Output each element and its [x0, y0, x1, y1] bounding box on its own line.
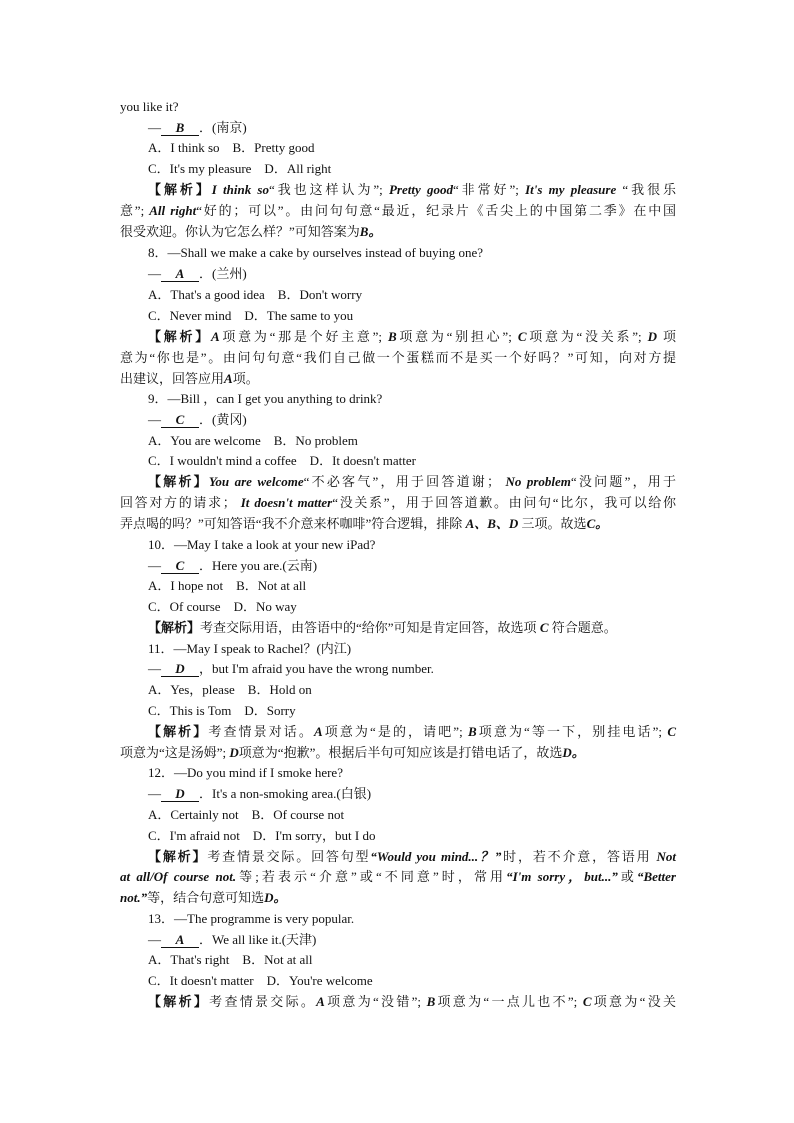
q11-options-ab	[148, 680, 676, 700]
q12-explanation-1	[148, 847, 676, 867]
text: ，but I'm afraid you have the wrong number.	[199, 661, 434, 676]
text: “没关系”，用于回答道歉。由问句“比尔，我可以给你	[332, 495, 676, 510]
term: You are welcome	[208, 474, 304, 489]
q13-options-cd	[148, 971, 676, 991]
options: A．I think so B．Pretty good	[148, 140, 315, 155]
text: 意为“你也是”。由问句句意“我们自己做一个蛋糕而不是买一个好吗？”可知，向对方提	[120, 350, 676, 365]
option-ref: A	[316, 994, 325, 1009]
q8-explanation-2	[120, 348, 676, 368]
q8-explanation-3	[120, 369, 676, 389]
q8-answer-line	[148, 264, 676, 284]
text: 很受欢迎。你认为它怎么样？”可知答案为	[120, 224, 360, 239]
q8-explanation-1	[148, 327, 676, 347]
analysis-tag: 【解析】	[148, 329, 211, 344]
q11-explanation-1	[148, 722, 676, 742]
q11-stem	[148, 639, 676, 659]
option-ref: A	[313, 724, 323, 739]
term: It's my pleasure	[525, 182, 617, 197]
q12-stem	[148, 763, 676, 783]
options: C．It's my pleasure D．All right	[148, 161, 332, 176]
option-ref: B	[468, 724, 477, 739]
text: 11．—May I speak to Rachel？(内江)	[148, 641, 352, 656]
dash: —	[148, 266, 161, 281]
analysis-tag: 【解析】	[148, 724, 209, 739]
options: C．I'm afraid not D．I'm sorry，but I do	[148, 828, 376, 843]
answer-blank: A	[161, 266, 199, 282]
answer-blank: D	[161, 786, 199, 802]
text: 等，结合句意可知选	[147, 890, 265, 905]
text: 时，若不介意，答语用	[501, 849, 652, 864]
answer-blank: A	[161, 932, 199, 948]
option-ref: D	[647, 329, 657, 344]
text: ．It's a non-smoking area.(白银)	[199, 786, 372, 801]
text: 10．—May I take a look at your new iPad?	[148, 537, 376, 552]
options: C．This is Tom D．Sorry	[148, 703, 296, 718]
options: C．Of course D．No way	[148, 599, 297, 614]
text: 三项。故选	[521, 516, 587, 531]
option-ref: A、B、D	[465, 516, 519, 531]
text: 项意为“等一下，别挂电话”;	[476, 724, 662, 739]
text: “没问题”，用于	[570, 474, 677, 489]
dash: —	[148, 412, 161, 427]
q10-options-cd	[148, 597, 676, 617]
q7-answer-line	[148, 118, 676, 138]
term: No problem	[505, 474, 571, 489]
term: “I'm sorry，but...”	[506, 869, 618, 884]
q9-stem	[148, 389, 676, 409]
text: ．We all like it.(天津)	[199, 932, 317, 947]
q10-explanation-1	[148, 618, 676, 638]
text: 出建议，回答应用	[120, 371, 225, 386]
q11-explanation-2	[120, 743, 676, 763]
option-ref: A	[224, 371, 233, 386]
q9-answer-line	[148, 410, 676, 430]
q7-explanation-2	[120, 201, 676, 221]
dash: —	[148, 786, 161, 801]
option-ref: C	[582, 994, 592, 1009]
q12-options-ab	[148, 805, 676, 825]
text: “我很乐	[622, 182, 677, 197]
text: 项意为“没关系”;	[526, 329, 642, 344]
q13-answer-line	[148, 930, 676, 950]
answer-blank: D	[161, 661, 199, 677]
analysis-tag: 【解析】	[148, 620, 201, 635]
option-ref: C	[539, 620, 549, 635]
answer-blank: C	[161, 412, 199, 428]
q12-options-cd	[148, 826, 676, 846]
text: 项意为“是的，请吧”;	[322, 724, 463, 739]
options: C．It doesn't matter D．You're welcome	[148, 973, 373, 988]
source: ．(兰州)	[199, 266, 247, 281]
q7-explanation-1	[148, 180, 676, 200]
answer: C。	[586, 516, 609, 531]
options: A．Yes，please B．Hold on	[148, 682, 312, 697]
text: 等;若表示“介意”或“不同意”时，常用	[236, 869, 507, 884]
text: 8．—Shall we make a cake by ourselves instead of buying one?	[148, 245, 484, 260]
text: 9．—Bill ，can I get you anything to drink?	[148, 391, 383, 406]
q8-stem	[148, 243, 676, 263]
term: Not	[656, 849, 676, 864]
analysis-tag: 【解析】	[148, 849, 208, 864]
dash: —	[148, 932, 161, 947]
text: 考查情景对话。	[208, 724, 314, 739]
text: 回答对方的请求；	[120, 495, 236, 510]
text: 项意为“没错”;	[324, 994, 422, 1009]
text: 弄点喝的吗？”可知答语“我不介意来杯咖啡”符合逻辑，排除	[120, 516, 463, 531]
term: I think so	[211, 182, 269, 197]
dash: —	[148, 120, 161, 135]
text: “好的；可以”。由问句句意“最近，纪录片《舌尖上的中国第二季》在中国	[196, 203, 676, 218]
text: 考查交际用语，由答语中的“给你”可知是肯定回答，故选项	[200, 620, 537, 635]
source: ．(南京)	[199, 120, 247, 135]
q11-options-cd	[148, 701, 676, 721]
analysis-tag: 【解析】	[148, 474, 209, 489]
text: 13．—The programme is very popular.	[148, 911, 355, 926]
options: C．Never mind D．The same to you	[148, 308, 354, 323]
term: It doesn't matter	[240, 495, 333, 510]
option-ref: B	[426, 994, 436, 1009]
q9-explanation-1	[148, 472, 676, 492]
text: 项。	[232, 371, 259, 386]
q13-stem	[148, 909, 676, 929]
q9-options-ab	[148, 431, 676, 451]
text: “我也这样认为”;	[269, 182, 383, 197]
text: 或	[617, 869, 637, 884]
text: “不必客气”，用于回答道谢；	[303, 474, 501, 489]
q12-answer-line	[148, 784, 676, 804]
term: not.”	[120, 890, 148, 905]
q12-explanation-2	[120, 867, 676, 887]
text: 意”;	[120, 203, 145, 218]
options: A．I hope not B．Not at all	[148, 578, 307, 593]
q7-explanation-3	[120, 222, 676, 242]
q10-options-ab	[148, 576, 676, 596]
q7-stem-tail	[120, 97, 676, 117]
q11-answer-line	[148, 659, 676, 679]
text: 12．—Do you mind if I smoke here?	[148, 765, 343, 780]
text: 项意为“没关	[591, 994, 676, 1009]
term: at all/Of course not.	[120, 869, 237, 884]
options: A．You are welcome B．No problem	[148, 433, 358, 448]
analysis-tag: 【解析】	[148, 994, 210, 1009]
options: A．Certainly not B．Of course not	[148, 807, 345, 822]
text: 考查情景交际。	[209, 994, 317, 1009]
term: All right	[149, 203, 197, 218]
q10-answer-line	[148, 556, 676, 576]
text: 项意为“一点儿也不”;	[435, 994, 578, 1009]
text: 符合题意。	[551, 620, 617, 635]
option-ref: B	[388, 329, 397, 344]
text: 考查情景交际。回答句型	[207, 849, 371, 864]
q9-explanation-3	[120, 514, 676, 534]
term: “Better	[636, 869, 676, 884]
text: “非常好”;	[452, 182, 519, 197]
text: 项意为“这是汤姆”;	[120, 745, 227, 760]
text: ．Here you are.(云南)	[199, 558, 318, 573]
answer-blank: B	[161, 120, 199, 136]
q9-explanation-2	[120, 493, 676, 513]
term: Pretty good	[388, 182, 453, 197]
q9-options-cd	[148, 451, 676, 471]
dash: —	[148, 558, 161, 573]
option-ref: A	[210, 329, 220, 344]
option-ref: C	[667, 724, 677, 739]
dash: —	[148, 661, 161, 676]
option-ref: C	[517, 329, 527, 344]
answer: D。	[562, 745, 585, 760]
options: A．That's a good idea B．Don't worry	[148, 287, 363, 302]
analysis-tag: 【解析】	[148, 182, 212, 197]
answer-blank: C	[161, 558, 199, 574]
answer: B。	[359, 224, 382, 239]
text: you like it?	[120, 99, 179, 114]
answer: D。	[264, 890, 287, 905]
option-ref: D	[229, 745, 239, 760]
q7-options-cd	[148, 159, 676, 179]
source: ．(黄冈)	[199, 412, 247, 427]
text: 项	[663, 329, 677, 344]
q13-explanation-1	[148, 992, 676, 1012]
text: 项意为“那是个好主意”;	[219, 329, 383, 344]
q10-stem	[148, 535, 676, 555]
term: “Would you mind...？”	[370, 849, 502, 864]
q8-options-ab	[148, 285, 676, 305]
text: 项意为“抱歉”。根据后半句可知应该是打错电话了，故选	[238, 745, 563, 760]
q13-options-ab	[148, 950, 676, 970]
q12-explanation-3	[120, 888, 676, 908]
options: A．That's right B．Not at all	[148, 952, 313, 967]
q8-options-cd	[148, 306, 676, 326]
options: C．I wouldn't mind a coffee D．It doesn't matter	[148, 453, 416, 468]
q7-options-ab	[148, 138, 676, 158]
text: 项意为“别担心”;	[396, 329, 512, 344]
